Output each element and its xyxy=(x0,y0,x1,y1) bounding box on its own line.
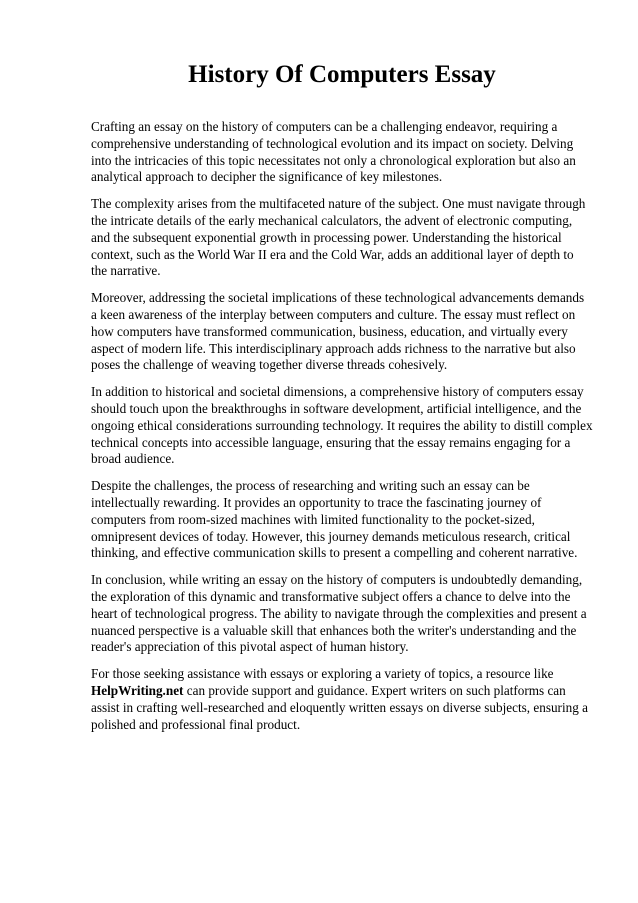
paragraph-7 xyxy=(91,666,593,733)
essay-body xyxy=(91,119,593,743)
paragraph-6: In conclusion, while writing an essay on the history of computers is undoubtedly demanding, the exploration of this dynamic and transformative subject offers a chance to delve into the heart of technological progress. The ability to navigate through the complexities and present a nuanced perspective is a valuable skill that enhances both the writer's understanding and the reader's appreciation of this pivotal aspect of human history. xyxy=(91,572,587,655)
paragraph-1: Crafting an essay on the history of computers can be a challenging endeavor, requiring a comprehensive understanding of technological evolution and its impact on society. Delving into the intricacies of this topic necessitates not only a chronological exploration but also an analytical approach to decipher the significance of key milestones. xyxy=(91,119,576,185)
paragraph-7-intro: For those seeking assistance with essays or exploring a variety of topics, a resource like xyxy=(91,666,554,682)
paragraph-4: In addition to historical and societal dimensions, a comprehensive history of computers essay should touch upon the breakthroughs in software development, artificial intelligence, and the ongoing ethical considerations surrounding technology. It requires the ability to distill complex technical concepts into accessible language, ensuring that the essay remains engaging for a broad audience. xyxy=(91,384,593,467)
brand-name: HelpWriting.net xyxy=(91,682,184,698)
paragraph-7-rest: can provide support and guidance. Expert writers on such platforms can assist in crafting well-researched and eloquently written essays on diverse subjects, ensuring a polished and professional final product. xyxy=(91,682,588,732)
page-title: History Of Computers Essay xyxy=(188,61,496,88)
paragraph-2: The complexity arises from the multifaceted nature of the subject. One must navigate through the intricate details of the early mechanical calculators, the advent of electronic computing, and the subsequent exponential growth in processing power. Understanding the historical context, such as the World War II era and the Cold War, adds an additional layer of depth to the narrative. xyxy=(91,196,586,279)
paragraph-5: Despite the challenges, the process of researching and writing such an essay can be intellectually rewarding. It provides an opportunity to trace the fascinating journey of computers from room-sized machines with limited functionality to the pocket-sized, omnipresent devices of today. However, this journey demands meticulous research, critical thinking, and effective communication skills to present a compelling and coherent narrative. xyxy=(91,478,578,561)
paragraph-3: Moreover, addressing the societal implications of these technological advancements demands a keen awareness of the interplay between computers and culture. The essay must reflect on how computers have transformed communication, business, education, and virtually every aspect of modern life. This interdisciplinary approach adds richness to the narrative but also poses the challenge of weaving together diverse threads cohesively. xyxy=(91,290,585,373)
